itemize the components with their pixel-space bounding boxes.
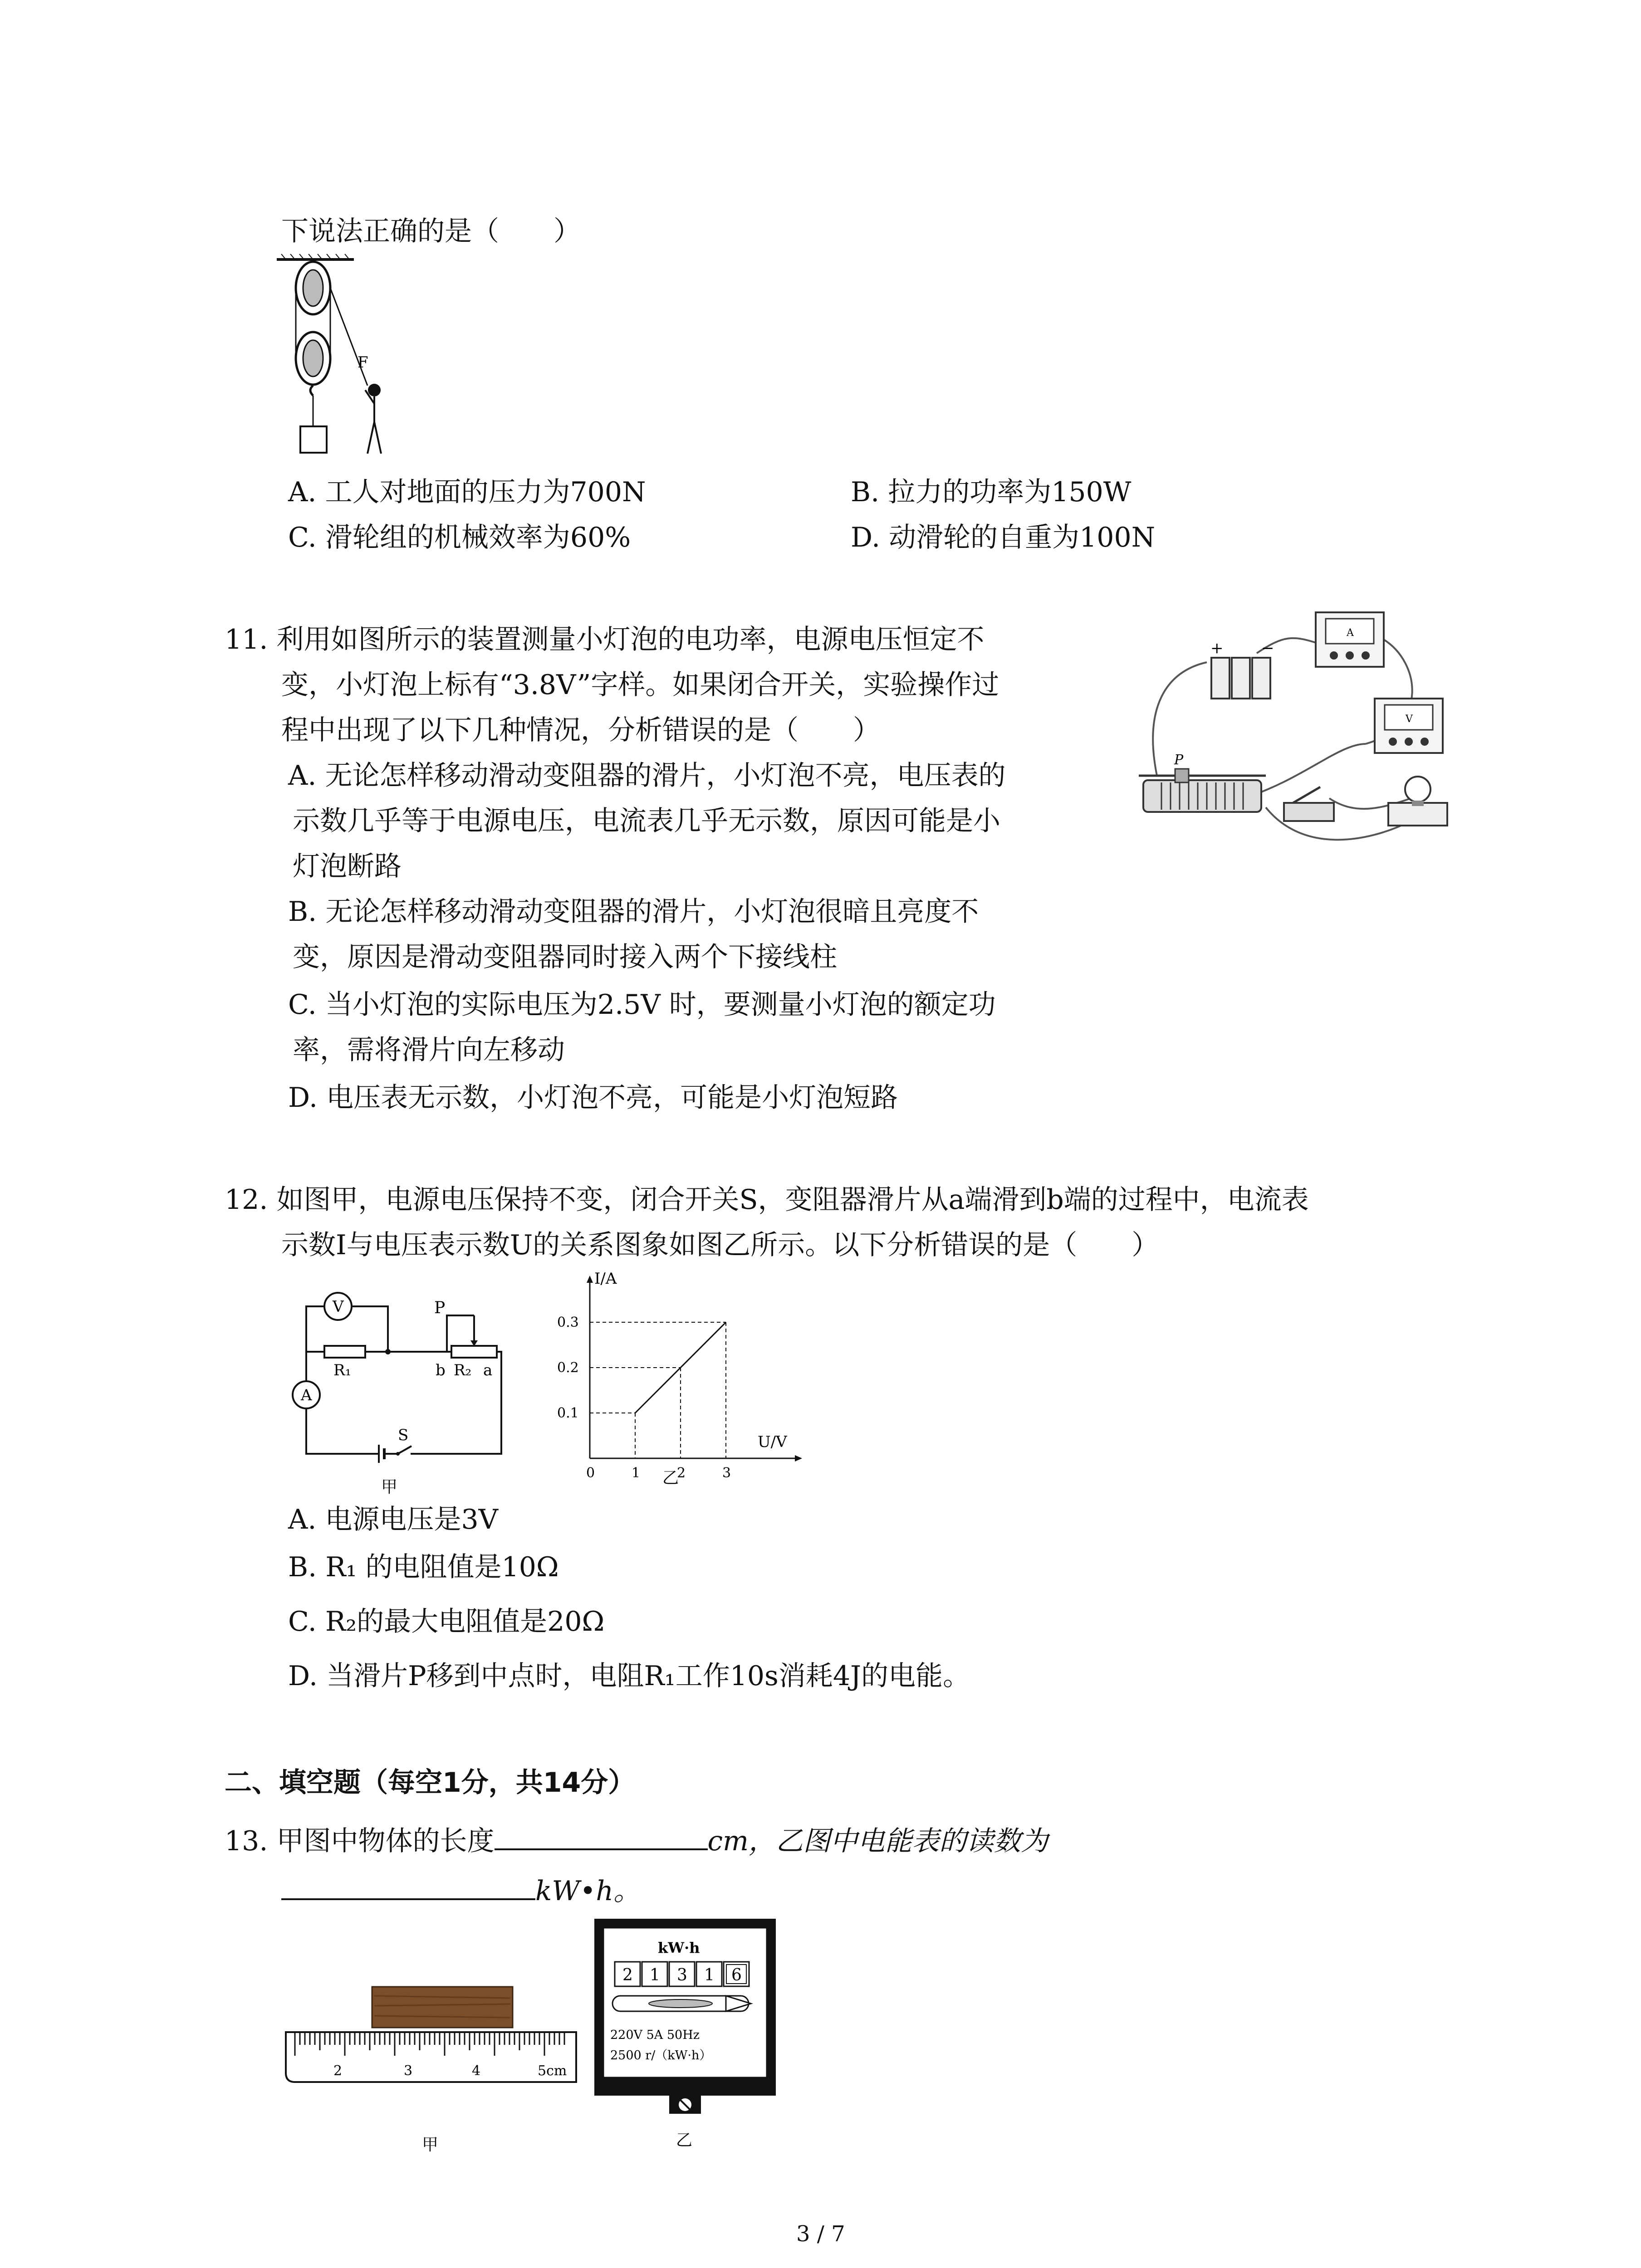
iv-x-tick-0: 0 <box>586 1465 595 1481</box>
pulley-system-figure <box>272 254 417 467</box>
q13-line1-text-a: 13. 甲图中物体的长度 <box>225 1825 495 1857</box>
q12-terminal-a-label: a <box>483 1361 493 1379</box>
q11-stem-line1: 11. 利用如图所示的装置测量小灯泡的电功率，电源电压恒定不 <box>225 624 985 655</box>
force-label-F: F <box>358 353 368 371</box>
q13-line1 <box>225 1821 1048 1859</box>
iv-graph-caption: 乙 <box>662 1469 679 1487</box>
meter-unit-label: kW·h <box>658 1939 700 1956</box>
q12-option-b[interactable]: B. R₁ 的电阻值是10Ω <box>288 1551 559 1583</box>
q10-option-a[interactable]: A. 工人对地面的压力为700N <box>288 476 646 508</box>
meter-digit-2: 3 <box>677 1966 687 1984</box>
q10-stem-tail: 下说法正确的是（ ） <box>281 215 581 247</box>
q10-option-d[interactable]: D. 动滑轮的自重为100N <box>851 522 1156 553</box>
section-2-heading: 二、填空题（每空1分，共14分） <box>225 1767 636 1799</box>
ruler-caption: 甲 <box>422 2136 439 2154</box>
battery-plus-label: + <box>1210 639 1224 657</box>
q12-switch-label: S <box>398 1426 409 1444</box>
q11-option-c-cont: 率，需将滑片向左移动 <box>293 1034 565 1066</box>
page-number: 3 / 7 <box>796 2221 845 2247</box>
q11-option-a-cont2: 灯泡断路 <box>293 850 402 882</box>
ruler-tick-5cm: 5cm <box>538 2063 567 2079</box>
ruler-tick-2: 2 <box>333 2063 343 2079</box>
ruler-tick-3: 3 <box>404 2063 413 2079</box>
q11-stem-line2: 变，小灯泡上标有“3.8V”字样。如果闭合开关，实验操作过 <box>281 669 999 701</box>
q12-r1-label: R₁ <box>333 1361 352 1379</box>
q11-option-b[interactable]: B. 无论怎样移动滑动变阻器的滑片，小灯泡很暗且亮度不 <box>288 896 979 928</box>
q12-option-c[interactable]: C. R₂的最大电阻值是20Ω <box>288 1606 605 1637</box>
q13-length-blank[interactable] <box>495 1821 708 1850</box>
iv-y-tick-2: 0.3 <box>557 1315 579 1330</box>
meter-digit-0: 2 <box>622 1966 633 1984</box>
q12-circuit-caption: 甲 <box>381 1478 398 1496</box>
iv-x-tick-3: 3 <box>722 1465 731 1481</box>
q11-option-d[interactable]: D. 电压表无示数，小灯泡不亮，可能是小灯泡短路 <box>288 1082 898 1114</box>
voltmeter-device <box>1375 699 1443 753</box>
q12-stem-line1: 12. 如图甲，电源电压保持不变，闭合开关S，变阻器滑片从a端滑到b端的过程中，电流表 <box>225 1184 1309 1216</box>
q10-option-b[interactable]: B. 拉力的功率为150W <box>851 476 1132 508</box>
q11-option-c[interactable]: C. 当小灯泡的实际电压为2.5V 时，要测量小灯泡的额定功 <box>288 989 996 1021</box>
ruler-tick-4: 4 <box>472 2063 481 2079</box>
meter-caption: 乙 <box>676 2131 693 2150</box>
iv-graph-xlabel: U/V <box>758 1433 787 1451</box>
lamp-power-apparatus-figure <box>1130 608 1456 862</box>
meter-spec-line1: 220V 5A 50Hz <box>610 2028 700 2042</box>
q12-stem-line2: 示数I与电压表示数U的关系图象如图乙所示。以下分析错误的是（ ） <box>281 1229 1159 1261</box>
q10-option-c[interactable]: C. 滑轮组的机械效率为60% <box>288 522 631 553</box>
ruler-with-block-figure <box>281 1978 581 2159</box>
q13-line1-text-b: cm，乙图中电能表的读数为 <box>707 1825 1048 1857</box>
meter-spec-line2: 2500 r/（kW·h） <box>610 2048 712 2063</box>
q13-meter-reading-blank[interactable] <box>281 1871 535 1900</box>
q12-circuit-figure <box>279 1270 515 1501</box>
iv-graph-ylabel: I/A <box>594 1270 617 1288</box>
q12-terminal-b-label: b <box>436 1361 446 1379</box>
q12-option-d[interactable]: D. 当滑片P移到中点时，电阻R₁工作10s消耗4J的电能。 <box>288 1660 970 1692</box>
switch-device <box>1284 787 1334 821</box>
slider-label-P: P <box>1174 752 1184 768</box>
iv-graph <box>554 1270 808 1501</box>
electric-meter-figure <box>590 1914 780 2159</box>
q11-option-a[interactable]: A. 无论怎样移动滑动变阻器的滑片，小灯泡不亮，电压表的 <box>288 760 1006 792</box>
voltmeter-label: V <box>1406 714 1413 725</box>
meter-digit-3: 1 <box>704 1966 715 1984</box>
q12-r2-label: R₂ <box>454 1361 472 1379</box>
meter-digit-4: 6 <box>731 1966 742 1984</box>
q13-line2-unit: kW•h。 <box>535 1875 641 1907</box>
q11-option-a-cont1: 示数几乎等于电源电压，电流表几乎无示数，原因可能是小 <box>293 805 1000 837</box>
q12-option-a[interactable]: A. 电源电压是3V <box>288 1504 498 1535</box>
battery-minus-label: − <box>1261 639 1274 657</box>
q12-slider-p-label: P <box>434 1299 446 1317</box>
iv-x-tick-2: 2 <box>677 1465 686 1481</box>
meter-digit-1: 1 <box>650 1966 660 1984</box>
q13-line2 <box>281 1871 641 1909</box>
iv-x-tick-1: 1 <box>632 1465 641 1481</box>
ammeter-label: A <box>1347 627 1354 639</box>
q11-option-b-cont: 变，原因是滑动变阻器同时接入两个下接线柱 <box>293 941 837 973</box>
battery-pack <box>1210 639 1274 699</box>
q12-voltmeter-symbol: V <box>333 1298 344 1316</box>
q11-stem-line3: 程中出现了以下几种情况，分析错误的是（ ） <box>281 714 880 746</box>
lamp-device <box>1388 777 1447 826</box>
rheostat-device <box>1139 752 1266 812</box>
iv-y-tick-1: 0.2 <box>557 1360 579 1376</box>
iv-y-tick-0: 0.1 <box>557 1405 579 1421</box>
ammeter-device <box>1316 612 1384 667</box>
q12-ammeter-symbol: A <box>301 1386 312 1404</box>
